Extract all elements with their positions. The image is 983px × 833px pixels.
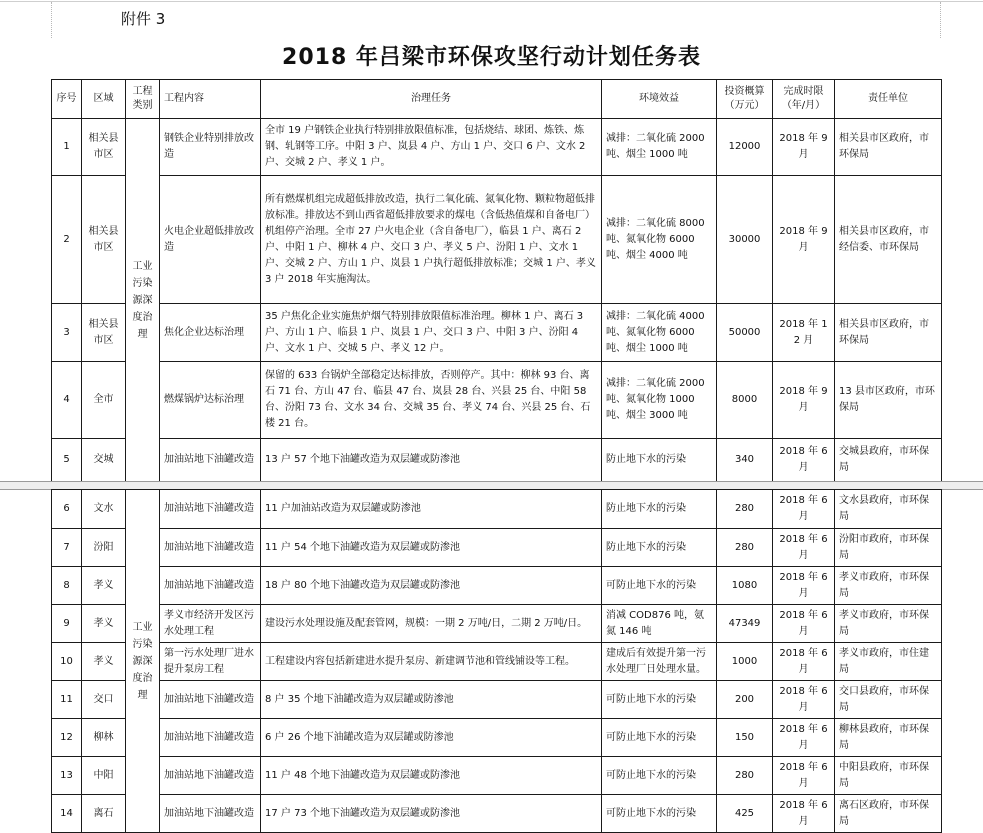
row-region: 交口: [82, 681, 126, 719]
row-responsible: 相关县市区政府，市经信委、市环保局: [835, 176, 942, 304]
row-region: 交城: [82, 439, 126, 482]
row-content: 焦化企业达标治理: [160, 304, 261, 362]
table-header-row: [52, 80, 942, 119]
row-investment: 47349: [717, 605, 773, 643]
row-region: 孝义: [82, 567, 126, 605]
row-no: 6: [52, 490, 82, 529]
row-no: 5: [52, 439, 82, 482]
row-no: 4: [52, 362, 82, 439]
row-no: 3: [52, 304, 82, 362]
row-no: 1: [52, 119, 82, 176]
header-no: 序号: [52, 80, 82, 119]
row-deadline: 2018 年 9 月: [773, 362, 835, 439]
row-deadline: 2018 年 6 月: [773, 681, 835, 719]
row-effect: 减排：二氧化硫 2000 吨、氮氧化物 1000 吨、烟尘 3000 吨: [602, 362, 717, 439]
row-responsible: 交城县政府，市环保局: [835, 439, 942, 482]
row-task: 11 户 54 个地下油罐改造为双层罐或防渗池: [261, 529, 602, 567]
row-content: 加油站地下油罐改造: [160, 757, 261, 795]
row-task: 建设污水处理设施及配套管网，规模：一期 2 万吨/日，二期 2 万吨/日。: [261, 605, 602, 643]
row-investment: 1080: [717, 567, 773, 605]
row-investment: 340: [717, 439, 773, 482]
row-effect: 可防止地下水的污染: [602, 719, 717, 757]
row-no: 11: [52, 681, 82, 719]
table-row: [52, 605, 942, 643]
row-task: 13 户 57 个地下油罐改造为双层罐或防渗池: [261, 439, 602, 482]
row-no: 10: [52, 643, 82, 681]
row-deadline: 2018 年 6 月: [773, 605, 835, 643]
row-investment: 1000: [717, 643, 773, 681]
row-responsible: 柳林县政府，市环保局: [835, 719, 942, 757]
row-region: 全市: [82, 362, 126, 439]
row-responsible: 相关县市区政府，市环保局: [835, 119, 942, 176]
task-table-part-2: [51, 489, 942, 833]
margin-guide-right: [940, 2, 941, 38]
header-investment: 投资概算（万元）: [717, 80, 773, 119]
row-effect: 可防止地下水的污染: [602, 681, 717, 719]
header-content: 工程内容: [160, 80, 261, 119]
row-deadline: 2018 年 9 月: [773, 119, 835, 176]
row-content: 钢铁企业特别排放改造: [160, 119, 261, 176]
row-effect: 减排：二氧化硫 8000 吨、氮氧化物 6000 吨、烟尘 4000 吨: [602, 176, 717, 304]
header-category: 工程类别: [126, 80, 160, 119]
task-table-part-1: [51, 79, 942, 482]
table-row: [52, 362, 942, 439]
row-content: 孝义市经济开发区污水处理工程: [160, 605, 261, 643]
row-content: 加油站地下油罐改造: [160, 490, 261, 529]
header-task: 治理任务: [261, 80, 602, 119]
row-task: 18 户 80 个地下油罐改造为双层罐或防渗池: [261, 567, 602, 605]
category-cell: 工业污染源深度治理: [126, 490, 160, 833]
row-region: 文水: [82, 490, 126, 529]
row-no: 2: [52, 176, 82, 304]
table-row: [52, 529, 942, 567]
table-row: [52, 439, 942, 482]
row-task: 工程建设内容包括新建进水提升泵房、新建调节池和管线铺设等工程。: [261, 643, 602, 681]
row-effect: 可防止地下水的污染: [602, 757, 717, 795]
row-responsible: 孝义市政府，市环保局: [835, 567, 942, 605]
row-region: 相关县市区: [82, 176, 126, 304]
row-region: 汾阳: [82, 529, 126, 567]
row-responsible: 离石区政府，市环保局: [835, 795, 942, 833]
row-content: 第一污水处理厂进水提升泵房工程: [160, 643, 261, 681]
row-content: 火电企业超低排放改造: [160, 176, 261, 304]
table-row: [52, 304, 942, 362]
category-cell: 工业污染源深度治理: [126, 119, 160, 482]
header-region: 区域: [82, 80, 126, 119]
table-row: [52, 681, 942, 719]
row-effect: 消减 COD876 吨，氨氮 146 吨: [602, 605, 717, 643]
row-region: 离石: [82, 795, 126, 833]
attachment-label: 附件 3: [121, 10, 166, 28]
row-responsible: 孝义市政府，市环保局: [835, 605, 942, 643]
row-responsible: 汾阳市政府，市环保局: [835, 529, 942, 567]
row-content: 加油站地下油罐改造: [160, 567, 261, 605]
row-effect: 防止地下水的污染: [602, 439, 717, 482]
row-no: 12: [52, 719, 82, 757]
row-responsible: 相关县市区政府，市环保局: [835, 304, 942, 362]
row-content: 加油站地下油罐改造: [160, 795, 261, 833]
table-row: [52, 119, 942, 176]
row-deadline: 2018 年 6 月: [773, 490, 835, 529]
row-content: 加油站地下油罐改造: [160, 719, 261, 757]
row-content: 加油站地下油罐改造: [160, 681, 261, 719]
row-investment: 280: [717, 529, 773, 567]
row-investment: 30000: [717, 176, 773, 304]
row-task: 保留的 633 台锅炉全部稳定达标排放，否则停产。其中：柳林 93 台、离石 71 台、方山 47 台、临县 47 台、岚县 28 台、兴县 25 台、中阳 58 台、汾阳 73 台、文水 34 台、交城 35 台、孝义 74 台、兴县 25 台、石楼 21 台。: [261, 362, 602, 439]
row-effect: 建成后有效提升第一污水处理厂日处理水量。: [602, 643, 717, 681]
row-content: 加油站地下油罐改造: [160, 529, 261, 567]
row-effect: 减排：二氧化硫 4000 吨、氮氧化物 6000 吨、烟尘 1000 吨: [602, 304, 717, 362]
row-region: 中阳: [82, 757, 126, 795]
row-task: 11 户 48 个地下油罐改造为双层罐或防渗池: [261, 757, 602, 795]
row-deadline: 2018 年 6 月: [773, 567, 835, 605]
row-task: 35 户焦化企业实施焦炉烟气特别排放限值标准治理。柳林 1 户、离石 3 户、方山 1 户、临县 1 户、岚县 1 户、交口 3 户、中阳 3 户、汾阳 4 户、文水 1 户、交城 5 户、孝义 12 户。: [261, 304, 602, 362]
row-effect: 可防止地下水的污染: [602, 567, 717, 605]
header-effect: 环境效益: [602, 80, 717, 119]
row-investment: 8000: [717, 362, 773, 439]
row-effect: 减排：二氧化硫 2000 吨、烟尘 1000 吨: [602, 119, 717, 176]
row-deadline: 2018 年 12 月: [773, 304, 835, 362]
header-responsible: 责任单位: [835, 80, 942, 119]
row-task: 11 户加油站改造为双层罐或防渗池: [261, 490, 602, 529]
row-effect: 防止地下水的污染: [602, 490, 717, 529]
table-row: [52, 643, 942, 681]
row-deadline: 2018 年 6 月: [773, 757, 835, 795]
page-title: 2018 年吕梁市环保攻坚行动计划任务表: [282, 45, 701, 70]
row-no: 14: [52, 795, 82, 833]
table-row: [52, 490, 942, 529]
row-task: 8 户 35 个地下油罐改造为双层罐或防渗池: [261, 681, 602, 719]
row-investment: 280: [717, 757, 773, 795]
table-row: [52, 567, 942, 605]
row-responsible: 中阳县政府，市环保局: [835, 757, 942, 795]
row-deadline: 2018 年 6 月: [773, 643, 835, 681]
row-deadline: 2018 年 9 月: [773, 176, 835, 304]
row-content: 加油站地下油罐改造: [160, 439, 261, 482]
row-investment: 280: [717, 490, 773, 529]
row-effect: 可防止地下水的污染: [602, 795, 717, 833]
row-investment: 200: [717, 681, 773, 719]
row-deadline: 2018 年 6 月: [773, 529, 835, 567]
table-row: [52, 757, 942, 795]
row-effect: 防止地下水的污染: [602, 529, 717, 567]
row-region: 相关县市区: [82, 304, 126, 362]
row-investment: 150: [717, 719, 773, 757]
row-region: 柳林: [82, 719, 126, 757]
row-responsible: 交口县政府，市环保局: [835, 681, 942, 719]
row-deadline: 2018 年 6 月: [773, 439, 835, 482]
row-deadline: 2018 年 6 月: [773, 719, 835, 757]
row-responsible: 13 县市区政府，市环保局: [835, 362, 942, 439]
table-row: [52, 176, 942, 304]
row-deadline: 2018 年 6 月: [773, 795, 835, 833]
row-investment: 425: [717, 795, 773, 833]
table-row: [52, 795, 942, 833]
row-investment: 12000: [717, 119, 773, 176]
row-no: 7: [52, 529, 82, 567]
row-no: 9: [52, 605, 82, 643]
row-task: 17 户 73 个地下油罐改造为双层罐或防渗池: [261, 795, 602, 833]
page-top-border: [0, 1, 983, 2]
row-responsible: 孝义市政府，市住建局: [835, 643, 942, 681]
table-row: [52, 719, 942, 757]
row-content: 燃煤锅炉达标治理: [160, 362, 261, 439]
row-responsible: 文水县政府，市环保局: [835, 490, 942, 529]
row-region: 相关县市区: [82, 119, 126, 176]
row-region: 孝义: [82, 643, 126, 681]
row-region: 孝义: [82, 605, 126, 643]
row-no: 13: [52, 757, 82, 795]
row-no: 8: [52, 567, 82, 605]
margin-guide-left: [51, 2, 52, 38]
row-task: 所有燃煤机组完成超低排放改造，执行二氧化硫、氮氧化物、颗粒物超低排放标准。排放达不到山西省超低排放要求的煤电（含低热值煤和自备电厂）机组停产治理。全市 27 户火电企业（含自备电厂），临县 1 户、离石 2 户、中阳 1 户、柳林 4 户、交口 3 户、孝义 5 户、汾阳 1 户、文水 1 户、交城 2 户、方山 1 户、岚县 1 户执行超低排放标准；交城 1 户、孝义 3 户 2018 年实施淘汰。: [261, 176, 602, 304]
row-task: 6 户 26 个地下油罐改造为双层罐或防渗池: [261, 719, 602, 757]
row-task: 全市 19 户钢铁企业执行特别排放限值标准，包括烧结、球团、炼铁、炼钢、轧钢等工序。中阳 3 户、岚县 4 户、方山 1 户、交口 6 户、文水 2 户、交城 2 户、孝义 1 户。: [261, 119, 602, 176]
header-deadline: 完成时限（年/月）: [773, 80, 835, 119]
row-investment: 50000: [717, 304, 773, 362]
